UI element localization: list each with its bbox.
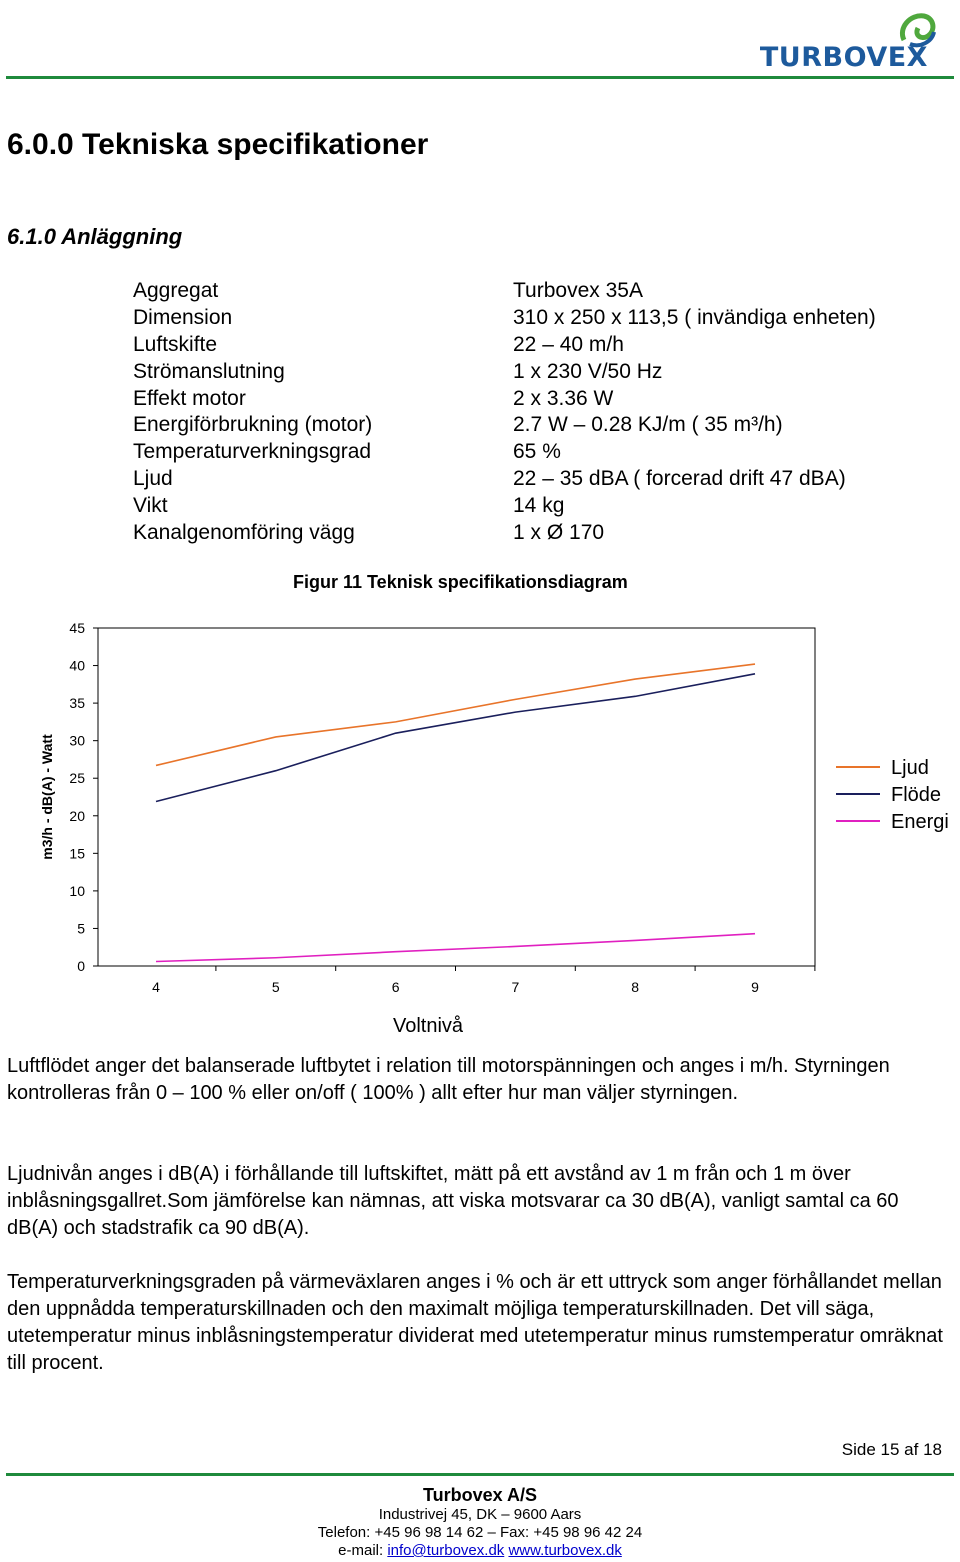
x-tick-label: 9 [751, 979, 759, 995]
spec-key: Strömanslutning [133, 359, 285, 383]
spec-value: 22 – 35 dBA ( forcerad drift 47 dBA) [513, 467, 846, 491]
y-tick-label: 35 [69, 695, 85, 712]
series-line-energi [156, 934, 755, 962]
footer-address: Industrivej 45, DK – 9600 Aars [378, 1506, 582, 1523]
paragraph-efficiency: Temperaturverkningsgraden på värmeväxlaren anges i % och är ett uttryck som anger förhållandet mellan den uppnådda temperaturskillnaden och den maximalt möjliga temperaturskillnaden. Det vill säga, utetemperatur minus inblåsningstemperatur dividerat med utetemperatur minus rumstemperatur omräknat till procent. [7, 1271, 943, 1374]
y-tick-label: 25 [69, 770, 85, 787]
turbovex-logo [708, 6, 948, 73]
spec-key: Kanalgenomföring vägg [133, 521, 355, 545]
footer [0, 1484, 960, 1560]
spec-value: 22 – 40 m/h [513, 332, 624, 356]
footer-company: Turbovex A/S [422, 1485, 538, 1505]
email-label: e-mail: [338, 1542, 388, 1559]
spec-row [133, 386, 933, 413]
spec-line-chart [0, 600, 960, 1040]
paragraph-airflow: Luftflödet anger det balanserade luftbytet i relation till motorspänningen och anges i m/h. Styrningen kontrolleras från 0 – 100 % eller on/off ( 100% ) allt efter hur man väljer styrningen. [7, 1055, 890, 1104]
legend-label: Energi [891, 811, 949, 833]
spec-row [133, 493, 933, 520]
header-rule [6, 76, 954, 79]
spec-row [133, 412, 933, 439]
series-line-ljud [156, 664, 755, 765]
footer-contact [0, 1542, 960, 1560]
spec-table [133, 278, 933, 547]
spec-key: Effekt motor [133, 386, 246, 410]
y-tick-label: 10 [69, 882, 85, 899]
x-tick-label: 4 [152, 979, 160, 995]
y-tick-label: 30 [69, 732, 85, 749]
footer-rule [6, 1473, 954, 1476]
spec-row [133, 466, 933, 493]
email-link[interactable]: info@turbovex.dk [387, 1542, 505, 1559]
y-axis-label: m3/h - dB(A) - Watt [39, 734, 55, 860]
x-tick-label: 6 [391, 979, 400, 995]
spec-value: 1 x Ø 170 [513, 521, 605, 545]
y-tick-label: 5 [77, 920, 85, 937]
website-link[interactable]: www.turbovex.dk [508, 1542, 622, 1559]
y-tick-label: 45 [69, 620, 85, 636]
spec-value: 310 x 250 x 113,5 ( invändiga enheten) [513, 305, 876, 329]
spec-row [133, 305, 933, 332]
spec-key: Ljud [133, 467, 173, 491]
plot-area-frame [98, 628, 815, 966]
series-line-flöde [156, 674, 755, 802]
spec-row [133, 359, 933, 386]
x-tick-label: 5 [271, 979, 280, 995]
y-tick-label: 0 [77, 958, 85, 974]
y-tick-label: 15 [69, 845, 85, 862]
page-number: Side 15 af 18 [841, 1440, 942, 1459]
section-title: 6.1.0 Anläggning [7, 224, 183, 249]
spec-row [133, 278, 933, 305]
spec-value: 65 % [513, 440, 561, 464]
spec-row [133, 439, 933, 466]
spec-key: Aggregat [133, 279, 219, 302]
spec-value: 14 kg [513, 494, 565, 518]
spec-key: Energiförbrukning (motor) [133, 413, 373, 437]
spec-key: Dimension [133, 305, 233, 329]
x-tick-label: 7 [511, 979, 520, 995]
spec-value: 2 x 3.36 W [513, 386, 614, 410]
footer-phone: Telefon: +45 96 98 14 62 – Fax: +45 98 96 42 24 [317, 1524, 643, 1541]
legend-label: Ljud [891, 757, 929, 779]
spec-value: 1 x 230 V/50 Hz [513, 359, 663, 383]
y-tick-label: 40 [69, 657, 85, 674]
logo-wordmark: TURBOVEX [759, 42, 928, 73]
spec-value: 2.7 W – 0.28 KJ/m ( 35 m³/h) [513, 413, 783, 437]
spec-key: Temperaturverkningsgrad [133, 440, 372, 464]
y-tick-label: 20 [69, 807, 85, 824]
figure-caption: Figur 11 Teknisk specifikationsdiagram [293, 572, 628, 592]
paragraph-sound: Ljudnivån anges i dB(A) i förhållande till luftskiftet, mätt på ett avstånd av 1 m från och 1 m över inblåsningsgallret.Som jämförelse kan nämnas, att viska motsvarar ca 30 dB(A), vanligt samtal ca 60 dB(A) och stadstrafik ca 90 dB(A). [7, 1163, 899, 1239]
legend-label: Flöde [891, 784, 942, 806]
spec-key: Vikt [133, 494, 168, 518]
spec-value: Turbovex 35A [513, 279, 643, 302]
spec-key: Luftskifte [133, 332, 218, 356]
spec-row [133, 332, 933, 359]
x-axis-label: Voltnivå [392, 1015, 464, 1037]
page-title: 6.0.0 Tekniska specifikationer [7, 128, 429, 161]
x-tick-label: 8 [631, 979, 640, 995]
spec-row [133, 520, 933, 547]
